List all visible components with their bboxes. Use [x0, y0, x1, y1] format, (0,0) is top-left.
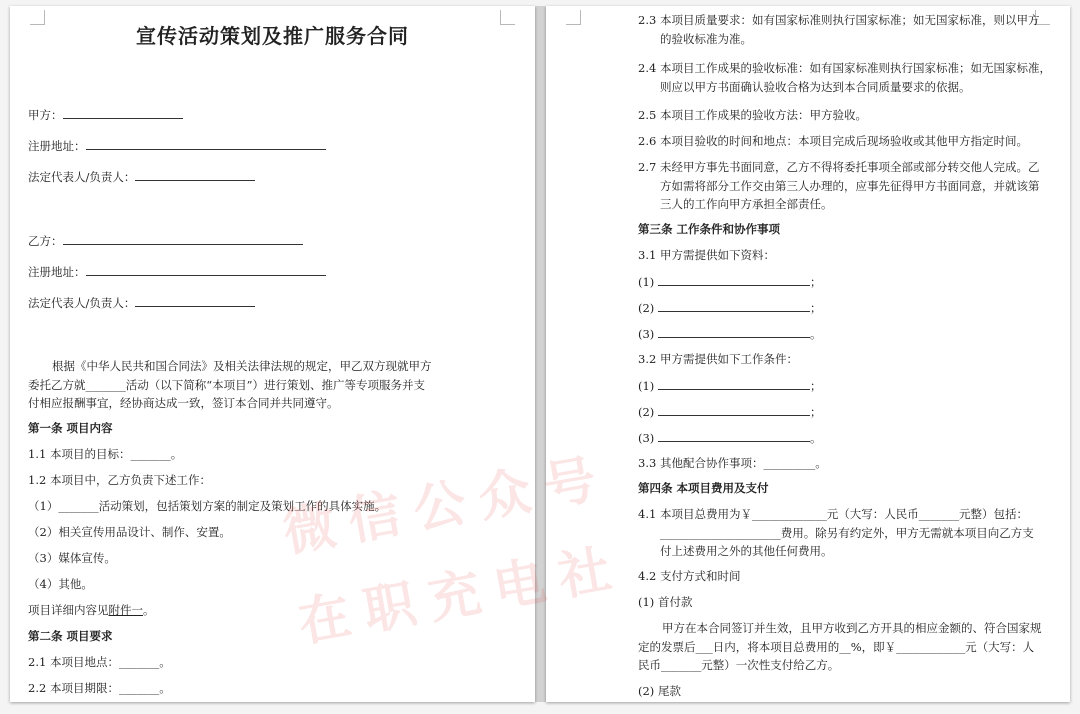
condition-blank-3[interactable]: [638, 429, 821, 446]
party-b-label: 乙方：: [28, 234, 63, 248]
article-3-heading: 第三条 工作条件和协作事项: [638, 222, 781, 236]
party-a-rep-line[interactable]: [28, 168, 255, 185]
clause-2-5: 2.5 本项目工作成果的验收方法：甲方验收。: [638, 108, 867, 122]
blank-field[interactable]: [86, 263, 326, 276]
blank-field[interactable]: [658, 325, 810, 338]
blank-field[interactable]: [658, 429, 810, 442]
clause-2-4-cont: 则应以甲方书面确认验收合格为达到本合同质量要求的依据。: [660, 80, 971, 94]
blank-field[interactable]: [135, 168, 255, 181]
clause-2-7-cont: 方如需将部分工作交由第三人办理的，应事先征得甲方书面同意，并就该第: [660, 179, 1040, 193]
party-b-address-line[interactable]: [28, 263, 326, 280]
clause-2-7-cont: 三人的工作向甲方承担全部责任。: [660, 197, 833, 211]
margin-corner-mark: [566, 10, 581, 25]
condition-blank-2[interactable]: [638, 403, 821, 420]
first-payment-label: (1) 首付款: [638, 595, 693, 609]
condition-blank-1[interactable]: [638, 377, 821, 394]
clause-2-7: 2.7 未经甲方事先书面同意，乙方不得将委托事项全部或部分转交他人完成。乙: [638, 160, 1040, 174]
contract-title: 宣传活动策划及推广服务合同: [136, 24, 409, 48]
first-payment-text: 定的发票后___日内，将本项目总费用的__%，即￥____________元（大写：人: [638, 640, 1035, 654]
clause-2-3: 2.3 本项目质量要求：如有国家标准则执行国家标准；如无国家标准，则以甲方: [638, 13, 1040, 27]
blank-field[interactable]: [658, 403, 810, 416]
preamble-line: 根据《中华人民共和国合同法》及相关法律法规的规定，甲乙双方现就甲方: [52, 359, 432, 373]
clause-1-1: 1.1 本项目的目标：_______。: [28, 447, 183, 461]
party-a-address-line[interactable]: [28, 137, 326, 154]
blank-end: ；: [809, 301, 822, 315]
detail-prefix: 项目详细内容见: [28, 603, 109, 617]
clause-3-2: 3.2 甲方需提供如下工作条件：: [638, 352, 798, 366]
party-b-rep-line[interactable]: [28, 294, 255, 311]
article-2-heading: 第二条 项目要求: [28, 629, 113, 643]
clause-1-2: 1.2 本项目中，乙方负责下述工作：: [28, 473, 211, 487]
clause-3-1: 3.1 甲方需提供如下资料：: [638, 248, 775, 262]
address-label: 注册地址：: [28, 139, 86, 153]
rep-label: 法定代表人/负责人：: [28, 170, 136, 184]
blank-field[interactable]: [658, 377, 810, 390]
clause-1-2-sub: （4）其他。: [28, 577, 93, 591]
rep-label: 法定代表人/负责人：: [28, 296, 136, 310]
blank-end: 。: [809, 431, 822, 445]
clause-4-1-cont: _____________________费用。除另有约定外，甲方无需就本项目向乙方支: [660, 526, 1034, 540]
party-b-line[interactable]: [28, 232, 303, 249]
final-payment-label: (2) 尾款: [638, 684, 681, 698]
address-label: 注册地址：: [28, 265, 86, 279]
blank-field[interactable]: [658, 299, 810, 312]
clause-1-2-sub: （2）相关宣传用品设计、制作、安置。: [28, 525, 231, 539]
clause-4-2: 4.2 支付方式和时间: [638, 569, 741, 583]
blank-field[interactable]: [658, 273, 810, 286]
detail-reference: [28, 602, 155, 618]
blank-end: ；: [809, 379, 822, 393]
blank-field[interactable]: [63, 232, 303, 245]
blank-end: ；: [809, 275, 822, 289]
blank-end: 。: [809, 327, 822, 341]
page-gutter: [535, 6, 546, 702]
annex-link[interactable]: 附件一: [108, 603, 143, 617]
party-a-line[interactable]: [28, 106, 183, 123]
blank-index: (3): [638, 327, 655, 341]
preamble-line: 委托乙方就_______活动（以下简称“本项目”）进行策划、推广等专项服务并支: [28, 378, 426, 392]
document-page-right: [546, 6, 1070, 702]
clause-2-4: 2.4 本项目工作成果的验收标准：如有国家标准则执行国家标准；如无国家标准，: [638, 61, 1051, 75]
clause-2-3-cont: 的验收标准为准。: [660, 32, 752, 46]
document-page-left: [10, 6, 535, 702]
blank-index: (2): [638, 301, 655, 315]
article-1-heading: 第一条 项目内容: [28, 421, 113, 435]
clause-4-1: 4.1 本项目总费用为￥_____________元（大写：人民币_______元整）包括：: [638, 507, 1028, 521]
blank-index: (1): [638, 379, 655, 393]
clause-2-1: 2.1 本项目地点：_______。: [28, 655, 171, 669]
clause-3-3: 3.3 其他配合协作事项：_________。: [638, 456, 827, 470]
clause-1-2-sub: （3）媒体宣传。: [28, 551, 116, 565]
preamble-line: 付相应报酬事宜，经协商达成一致，签订本合同并共同遵守。: [28, 396, 339, 410]
party-a-label: 甲方：: [28, 108, 63, 122]
blank-field[interactable]: [135, 294, 255, 307]
clause-2-2: 2.2 本项目期限：_______。: [28, 681, 171, 695]
first-payment-text: 民币_______元整）一次性支付给乙方。: [638, 658, 840, 672]
detail-suffix: 。: [143, 603, 155, 617]
clause-1-2-sub: （1）_______活动策划，包括策划方案的制定及策划工作的具体实施。: [28, 499, 387, 513]
material-blank-3[interactable]: [638, 325, 821, 342]
clause-2-6: 2.6 本项目验收的时间和地点：本项目完成后现场验收或其他甲方指定时间。: [638, 134, 1028, 148]
blank-field[interactable]: [63, 106, 183, 119]
article-4-heading: 第四条 本项目费用及支付: [638, 481, 769, 495]
blank-end: ；: [809, 405, 822, 419]
blank-index: (1): [638, 275, 655, 289]
blank-index: (2): [638, 405, 655, 419]
blank-index: (3): [638, 431, 655, 445]
material-blank-2[interactable]: [638, 299, 821, 316]
blank-field[interactable]: [86, 137, 326, 150]
first-payment-text: 甲方在本合同签订并生效，且甲方收到乙方开具的相应金额的、符合国家规: [662, 621, 1042, 635]
material-blank-1[interactable]: [638, 273, 821, 290]
clause-4-1-cont: 付上述费用之外的其他任何费用。: [660, 544, 833, 558]
